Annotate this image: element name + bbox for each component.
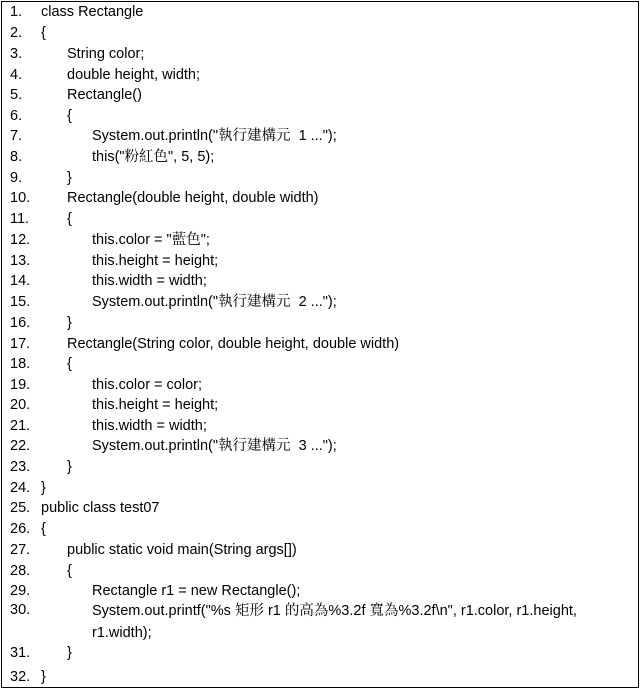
line-text: {: [67, 108, 72, 124]
line-number: 27.: [10, 542, 31, 558]
line-text: }: [67, 315, 72, 331]
line-text: this.color = color;: [92, 377, 203, 393]
line-text: {: [67, 356, 72, 372]
line-number: 7.: [10, 128, 23, 144]
line-text: }: [67, 170, 72, 186]
line-number: 6.: [10, 108, 23, 124]
line-text: System.out.println("執行建構元 1 ...");: [92, 128, 337, 144]
line-text: class Rectangle: [41, 4, 144, 20]
line-number: 24.: [10, 480, 31, 496]
line-number: 2.: [10, 25, 23, 41]
line-number: 32.: [10, 669, 31, 685]
line-text: this.color = "藍色";: [92, 232, 210, 248]
line-text: Rectangle(String color, double height, double width): [67, 336, 400, 352]
line-text: {: [41, 521, 46, 537]
line-number: 9.: [10, 170, 23, 186]
line-number: 1.: [10, 4, 23, 20]
line-number: 11.: [10, 211, 30, 227]
line-text: }: [41, 480, 46, 496]
line-number: 30.: [10, 602, 31, 618]
line-number: 25.: [10, 500, 31, 516]
line-number: 16.: [10, 315, 31, 331]
line-text: public class test07: [41, 500, 160, 516]
line-number: 29.: [10, 583, 31, 599]
line-text: Rectangle r1 = new Rectangle();: [92, 583, 301, 599]
code-listing: [1, 1, 639, 688]
line-number: 28.: [10, 563, 31, 579]
line-number: 31.: [10, 645, 31, 661]
line-number: 8.: [10, 149, 23, 165]
line-number: 14.: [10, 273, 31, 289]
line-text: Rectangle(double height, double width): [67, 190, 319, 206]
line-number: 4.: [10, 67, 23, 83]
line-number: 21.: [10, 418, 31, 434]
line-text: public static void main(String args[]): [67, 542, 297, 558]
line-number: 17.: [10, 336, 31, 352]
line-number: 10.: [10, 190, 31, 206]
line-number: 23.: [10, 459, 31, 475]
line-text: System.out.println("執行建構元 3 ...");: [92, 438, 337, 454]
line-text: this("粉紅色", 5, 5);: [92, 149, 215, 165]
line-text: {: [41, 25, 46, 41]
line-text: this.width = width;: [92, 273, 207, 289]
line-number: 12.: [10, 232, 31, 248]
line-text: double height, width;: [67, 67, 201, 83]
line-text: Rectangle(): [67, 87, 142, 103]
line-number: 20.: [10, 397, 31, 413]
line-number: 13.: [10, 253, 31, 269]
line-text: System.out.printf("%s 矩形 r1 的高為%3.2f 寬為%3.2f\n", r1.color, r1.height, r1.width);: [92, 603, 577, 641]
line-text: System.out.println("執行建構元 2 ...");: [92, 294, 337, 310]
line-text: this.height = height;: [92, 253, 219, 269]
line-text: }: [41, 669, 46, 685]
line-text: }: [67, 459, 72, 475]
line-number: 18.: [10, 356, 31, 372]
line-number: 26.: [10, 521, 31, 537]
line-number: 19.: [10, 377, 31, 393]
line-text: String color;: [67, 46, 145, 62]
line-text: {: [67, 563, 72, 579]
line-number: 15.: [10, 294, 31, 310]
line-text: this.height = height;: [92, 397, 219, 413]
line-text: }: [67, 645, 72, 661]
line-number: 3.: [10, 46, 23, 62]
line-number: 22.: [10, 438, 31, 454]
line-text: {: [67, 211, 72, 227]
line-text: this.width = width;: [92, 418, 207, 434]
line-number: 5.: [10, 87, 23, 103]
